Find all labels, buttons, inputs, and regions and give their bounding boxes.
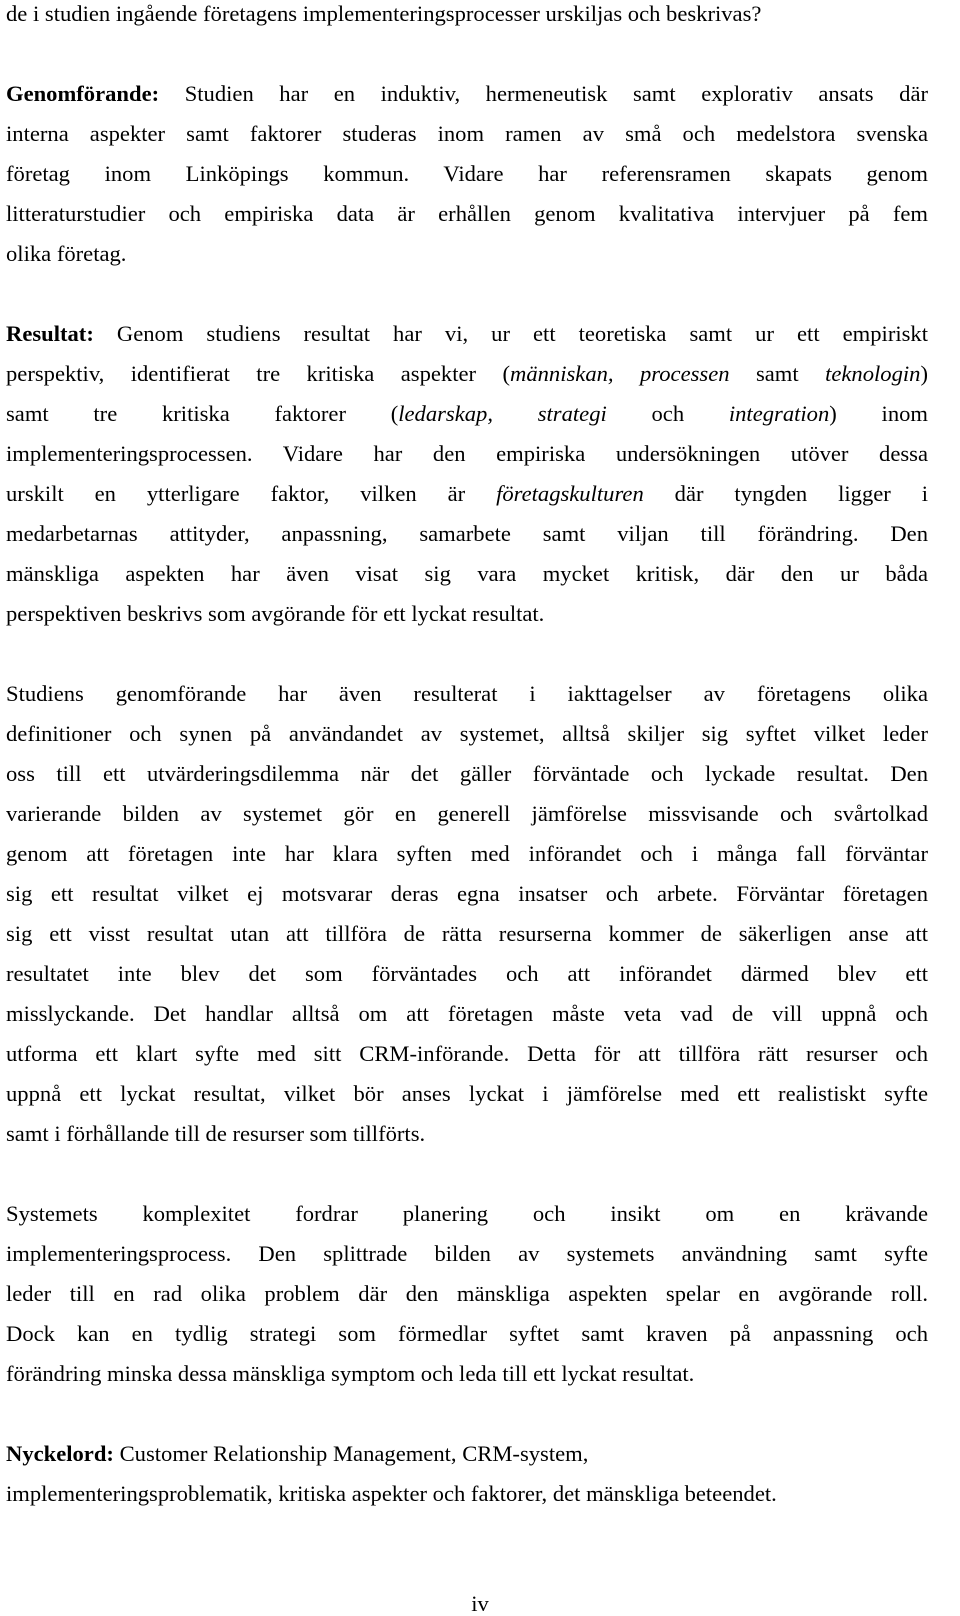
page-number: iv — [471, 1591, 489, 1616]
resultat-line-2-italic-2: teknologin — [825, 361, 921, 386]
resultat-line-5-italic: företagskulturen — [496, 481, 644, 506]
systemets-line: Dock kan en tydlig strategi som förmedlar syftet samt kraven på anpassning och — [6, 1321, 928, 1346]
studiens-line: resultatet inte blev det som förväntades och att införandet därmed blev ett — [6, 961, 928, 986]
resultat-text-1: Genom studiens resultat har vi, ur ett teoretiska samt ur ett empiriskt — [116, 321, 928, 346]
resultat-line-2 — [6, 354, 928, 394]
resultat-line-1 — [6, 314, 928, 354]
resultat-line-8: perspektiven beskrivs som avgörande för ett lyckat resultat. — [6, 601, 545, 626]
genomforande-text-1: Studien har en induktiv, hermeneutisk samt explorativ ansats där — [184, 81, 929, 106]
resultat-line-2-c: ) — [920, 361, 928, 386]
resultat-line-3-c: ) inom — [829, 401, 928, 426]
systemets-line: Systemets komplexitet fordrar planering och insikt om en krävande — [6, 1201, 928, 1226]
keywords-line-2: implementeringsproblematik, kritiska aspekter och faktorer, det mänskliga beteendet. — [6, 1481, 777, 1506]
keywords-text-1: Customer Relationship Management, CRM-system, — [119, 1441, 589, 1466]
genomforande-line-4: litteraturstudier och empiriska data är erhållen genom kvalitativa intervjuer på fem — [6, 201, 928, 226]
keywords-label: Nyckelord: — [6, 1441, 114, 1466]
genomforande-line-3: företag inom Linköpings kommun. Vidare har referensramen skapats genom — [6, 161, 928, 186]
resultat-line-2-b: samt — [729, 361, 826, 386]
resultat-line-3-b: och — [606, 401, 729, 426]
studiens-line: misslyckande. Det handlar alltså om att företagen måste veta vad de vill uppnå och — [6, 1001, 928, 1026]
keywords-line-1 — [6, 1434, 928, 1474]
resultat-line-5 — [6, 474, 928, 514]
resultat-line-6: medarbetarnas attityder, anpassning, samarbete samt viljan till förändring. Den — [6, 521, 928, 546]
resultat-line-5-a: urskilt en ytterligare faktor, vilken är — [6, 481, 497, 506]
genomforande-label: Genomförande: — [6, 81, 160, 106]
studiens-line: utforma ett klart syfte med sitt CRM-införande. Detta för att tillföra rätt resurser och — [6, 1041, 928, 1066]
systemets-line: implementeringsprocess. Den splittrade bilden av systemets användning samt syfte — [6, 1241, 928, 1266]
studiens-line: sig ett visst resultat utan att tillföra de rätta resurserna kommer de säkerligen anse att — [6, 921, 928, 946]
systemets-line: leder till en rad olika problem där den mänskliga aspekten spelar en avgörande roll. — [6, 1281, 928, 1306]
resultat-line-3-a: samt tre kritiska faktorer ( — [6, 401, 399, 426]
resultat-line-3 — [6, 394, 928, 434]
resultat-line-4: implementeringsprocessen. Vidare har den empiriska undersökningen utöver dessa — [6, 441, 928, 466]
studiens-line: sig ett resultat vilket ej motsvarar deras egna insatser och arbete. Förväntar företagen — [6, 881, 928, 906]
studiens-line: uppnå ett lyckat resultat, vilket bör anses lyckat i jämförelse med ett realistiskt syfte — [6, 1081, 928, 1106]
genomforande-line-5: olika företag. — [6, 241, 127, 266]
studiens-line: oss till ett utvärderingsdilemma när det gäller förväntade och lyckade resultat. Den — [6, 761, 928, 786]
resultat-line-7: mänskliga aspekten har även visat sig vara mycket kritisk, där den ur båda — [6, 561, 928, 586]
resultat-line-2-italic-1: människan, processen — [510, 361, 730, 386]
genomforande-line-1 — [6, 74, 928, 114]
resultat-line-5-b: där tyngden ligger i — [643, 481, 928, 506]
studiens-line: varierande bilden av systemet gör en generell jämförelse missvisande och svårtolkad — [6, 801, 928, 826]
intro-tail-line — [6, 0, 928, 34]
systemets-line: förändring minska dessa mänskliga symptom och leda till ett lyckat resultat. — [6, 1361, 695, 1386]
studiens-line: definitioner och synen på användandet av systemet, alltså skiljer sig syftet vilket leder — [6, 721, 928, 746]
resultat-line-2-a: perspektiv, identifierat tre kritiska aspekter ( — [6, 361, 511, 386]
resultat-label: Resultat: — [6, 321, 94, 346]
intro-tail-text: de i studien ingående företagens implementeringsprocesser urskiljas och beskrivas? — [6, 1, 762, 26]
resultat-line-3-italic-1: ledarskap, strategi — [398, 401, 607, 426]
studiens-line: genom att företagen inte har klara syften med införandet och i många fall förväntar — [6, 841, 928, 866]
genomforande-line-2: interna aspekter samt faktorer studeras inom ramen av små och medelstora svenska — [6, 121, 928, 146]
studiens-line: Studiens genomförande har även resulterat i iakttagelser av företagens olika — [6, 681, 928, 706]
resultat-line-3-italic-2: integration — [728, 401, 830, 426]
studiens-line: samt i förhållande till de resurser som tillförts. — [6, 1121, 426, 1146]
